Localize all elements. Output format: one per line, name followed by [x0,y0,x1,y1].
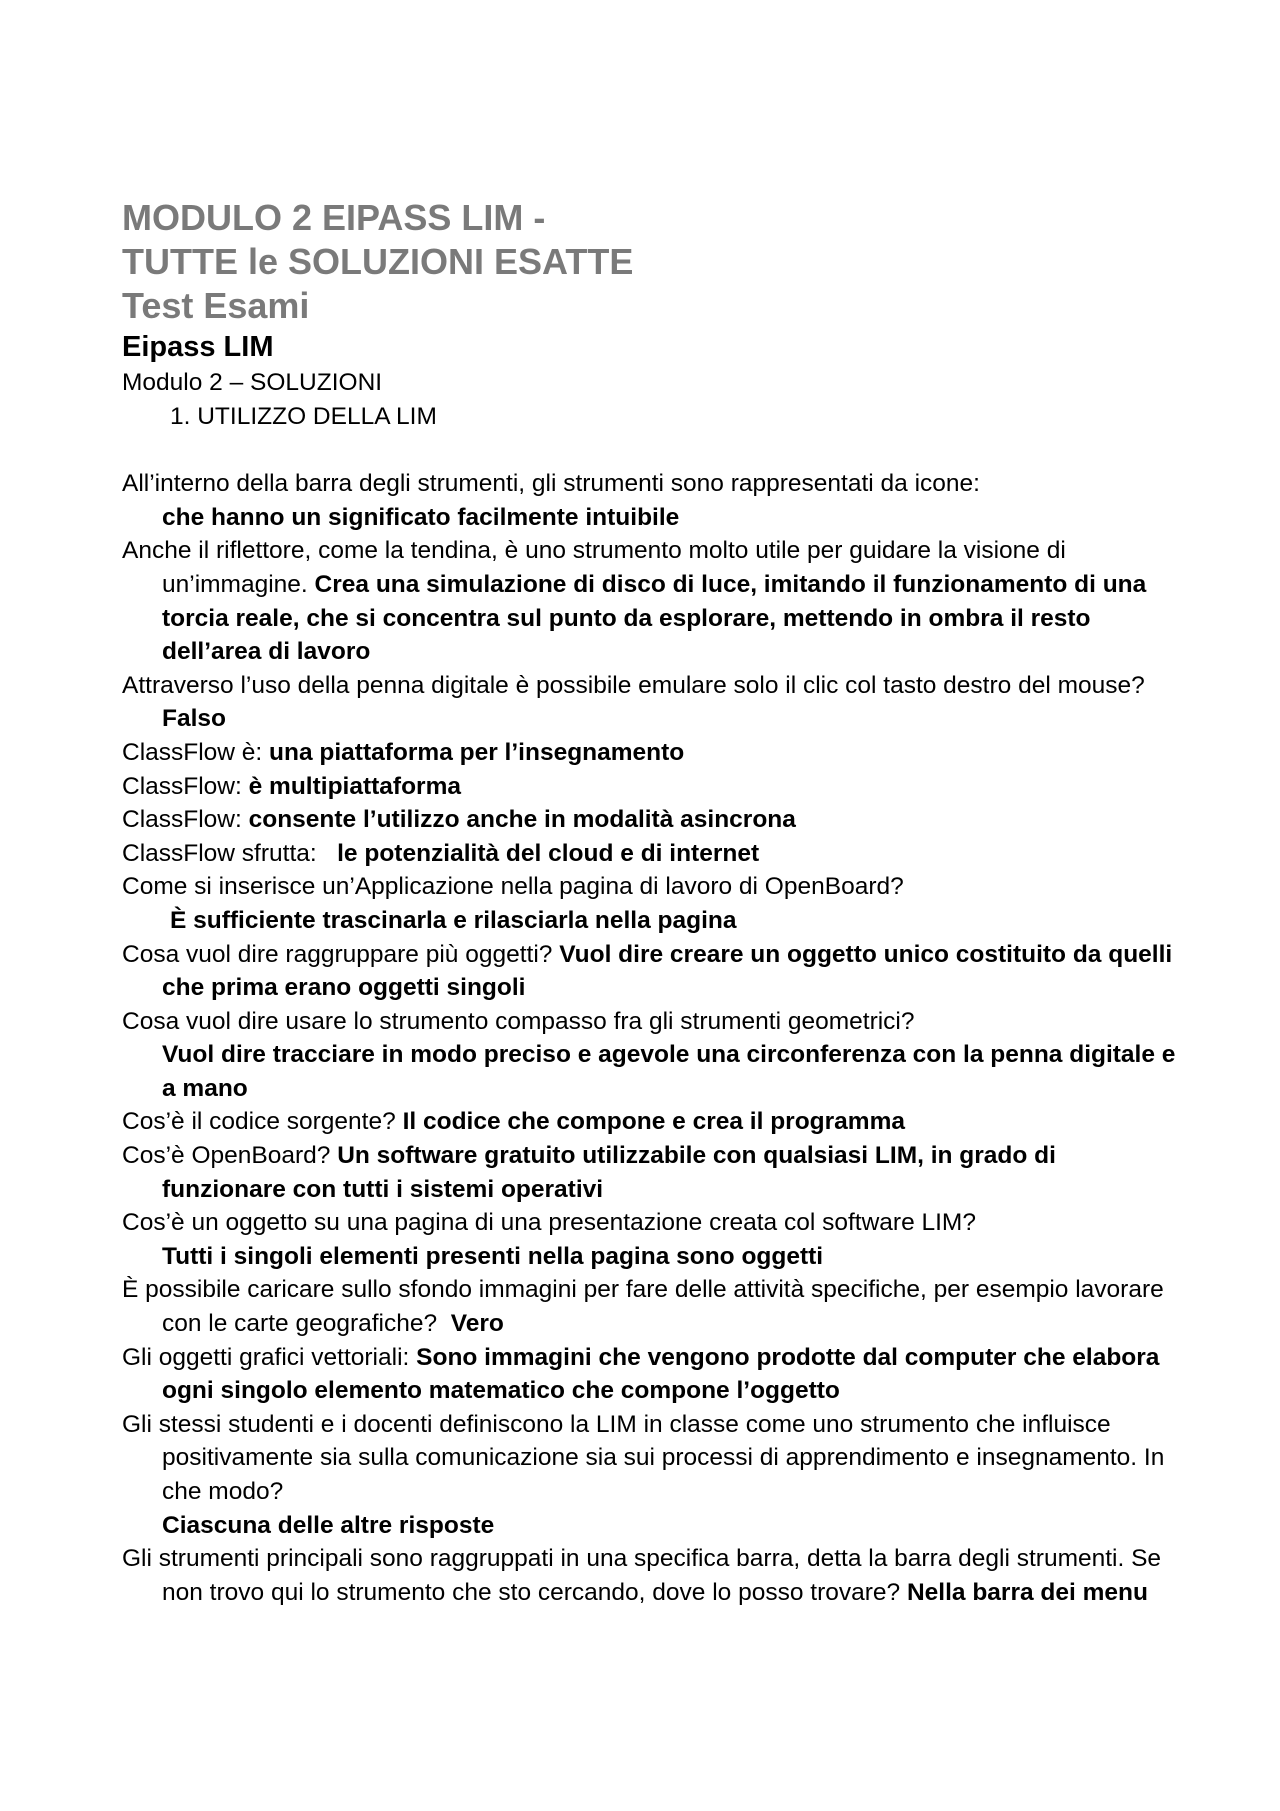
section-spacer [122,433,1182,467]
answer-text: Ciascuna delle altre risposte [162,1511,495,1539]
module-line: Modulo 2 – SOLUZIONI [122,369,383,396]
question-text: All’interno della barra degli strumenti, gli strumenti sono rappresentati da icone: [122,470,980,498]
answer-text: Vuol dire creare un oggetto unico costituito da quelli che prima erano oggetti singoli [162,940,1173,1002]
answer-text: Crea una simulazione di disco di luce, imitando il funzionamento di una torcia reale, che si concentra sul punto da esplorare, mettendo in ombra il resto dell’area di lavoro [162,570,1147,666]
question-text: ClassFlow sfrutta: [122,839,317,867]
document-page [122,196,1182,1609]
question-text: Anche il riflettore, come la tendina, è uno strumento molto utile per guidare la visione di un’immagine. [122,537,1066,598]
qa-item [122,736,1182,770]
qa-item [122,1341,1182,1408]
qa-item [122,837,1182,871]
qa-item [122,669,1182,736]
qa-item [122,1408,1182,1542]
answer-text: Vuol dire tracciare in modo preciso e agevole una circonferenza con la penna digitale e a mano [162,1041,1176,1102]
answer-text: Un software gratuito utilizzabile con qualsiasi LIM, in grado di funzionare con tutti i sistemi operativi [162,1142,1056,1203]
qa-item [122,1542,1182,1609]
question-text: Attraverso l’uso della penna digitale è possibile emulare solo il clic col tasto destro del mouse? [122,671,1145,699]
answer-text: una piattaforma per l’insegnamento [269,738,685,766]
question-text: Cos’è un oggetto su una pagina di una presentazione creata col software LIM? [122,1209,976,1237]
qa-item [122,1139,1182,1206]
answer-text: Sono immagini che vengono prodotte dal computer che elabora ogni singolo elemento matematico che compone l’oggetto [162,1343,1160,1405]
qa-item [122,938,1182,1005]
question-text: Come si inserisce un’Applicazione nella pagina di lavoro di OpenBoard? [122,873,904,901]
question-text: Cos’è il codice sorgente? [122,1108,396,1136]
document-title-line-2: TUTTE le SOLUZIONI ESATTE [122,241,634,282]
document-title-line-1: MODULO 2 EIPASS LIM - [122,197,546,238]
answer-text: è multipiattaforma [248,772,461,800]
question-text: Gli oggetti grafici vettoriali: [122,1343,410,1371]
qa-item [122,770,1182,804]
qa-item [122,534,1182,668]
qa-item [122,1105,1182,1139]
document-subtitle: Eipass LIM [122,331,274,363]
answer-text: Il codice che compone e crea il programma [402,1108,905,1136]
qa-item [122,1005,1182,1106]
qa-item [122,467,1182,534]
answer-text: consente l’utilizzo anche in modalità asincrona [248,806,796,834]
answer-text: le potenzialità del cloud e di internet [337,839,760,867]
question-text: È possibile caricare sullo sfondo immagini per fare delle attività specifiche, per esempio lavorare con le carte geografiche? [122,1276,1164,1338]
qa-item [122,803,1182,837]
qa-item [122,1273,1182,1340]
answer-text: Vero [450,1310,504,1338]
document-title-line-3: Test Esami [122,285,310,326]
answer-text: Nella barra dei menu [906,1578,1148,1606]
section-heading: 1. UTILIZZO DELLA LIM [170,402,437,430]
question-text: Cosa vuol dire raggruppare più oggetti? [122,940,553,968]
question-text: Gli stessi studenti e i docenti definiscono la LIM in classe come uno strumento che influisce positivamente sia sulla comunicazione sia sui processi di apprendimento e insegnamento. In che modo? [122,1410,1165,1505]
answer-text: È sufficiente trascinarla e rilasciarla nella pagina [170,906,737,934]
question-text: Gli strumenti principali sono raggruppati in una specifica barra, detta la barra degli strumenti. Se non trovo qui lo strumento che sto cercando, dove lo posso trovare? [122,1545,1162,1606]
answer-text: che hanno un significato facilmente intuibile [162,503,680,531]
qa-item [122,870,1182,937]
question-text: ClassFlow: [122,772,242,800]
question-text: Cos’è OpenBoard? [122,1142,331,1170]
question-text: ClassFlow è: [122,738,263,766]
answer-text: Falso [162,705,226,733]
answer-text: Tutti i singoli elementi presenti nella pagina sono oggetti [162,1242,824,1270]
question-text: Cosa vuol dire usare lo strumento compasso fra gli strumenti geometrici? [122,1007,915,1035]
qa-item [122,1206,1182,1273]
question-text: ClassFlow: [122,806,242,834]
